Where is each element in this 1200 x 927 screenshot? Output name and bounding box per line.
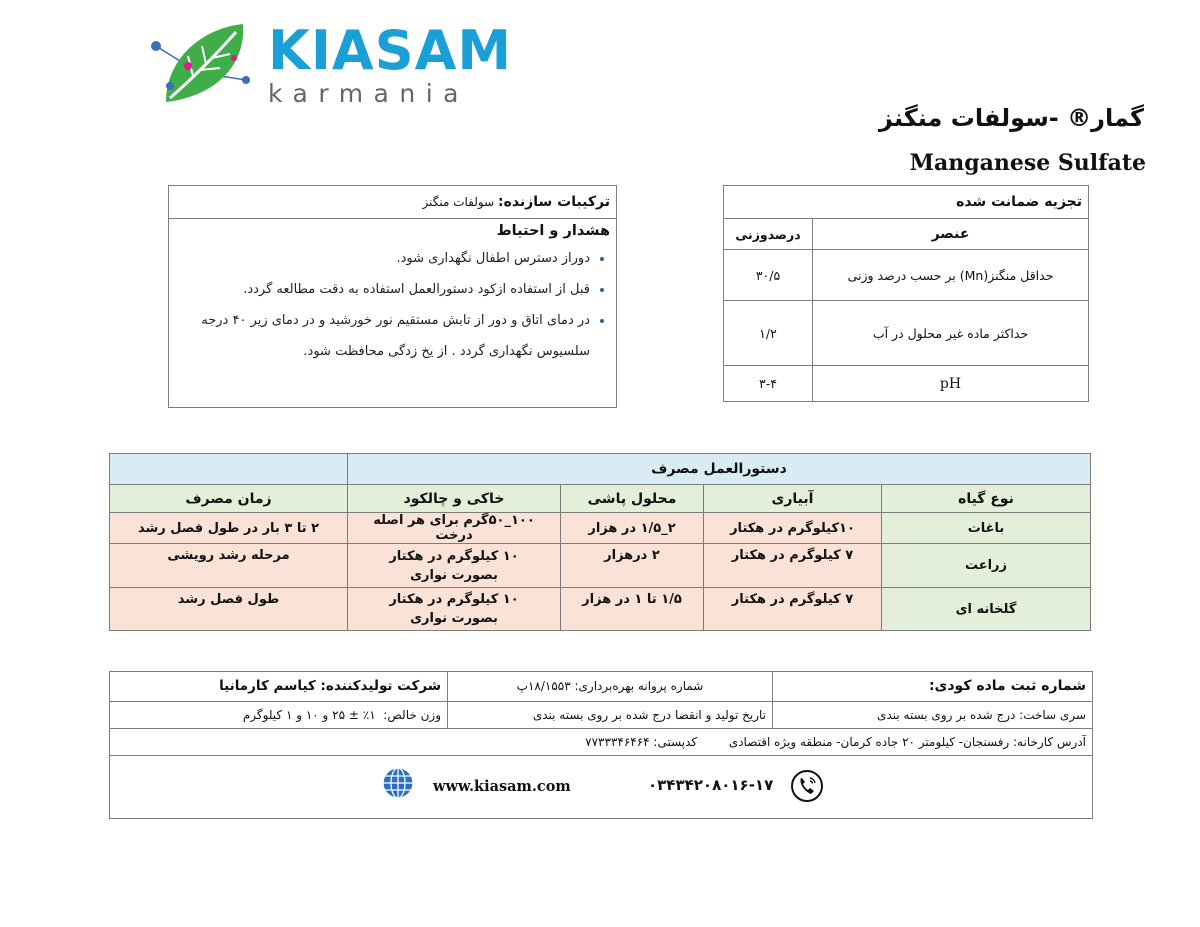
warning-item: • دوراز دسترس اطفال نگهداری شود. bbox=[177, 243, 590, 274]
row-spray: ۱/۵ تا ۱ در هزار bbox=[561, 588, 704, 631]
composition-row bbox=[169, 186, 616, 219]
row-irrigation: ۷ کیلوگرم در هکتار bbox=[704, 588, 882, 631]
header-plant: نوع گیاه bbox=[882, 485, 1091, 513]
website-link[interactable]: www.kiasam.com bbox=[433, 778, 571, 795]
row-soil: ۱۰ کیلوگرم در هکتار بصورت نواری bbox=[348, 588, 561, 631]
analysis-value: ۳-۴ bbox=[724, 366, 813, 402]
license-number: شماره پروانه بهره‌برداری: ۱۸/۱۵۵۳پ bbox=[448, 672, 773, 701]
row-time: طول فصل رشد bbox=[110, 588, 348, 631]
net-weight bbox=[110, 701, 448, 728]
product-title-fa: گمار® -سولفات منگنز bbox=[879, 104, 1144, 132]
phone-icon bbox=[790, 769, 824, 807]
row-time: ۲ تا ۳ بار در طول فصل رشد bbox=[110, 513, 348, 544]
usage-heading-spacer bbox=[110, 454, 348, 485]
reg-number-label: شماره ثبت ماده کودی: bbox=[773, 672, 1093, 701]
row-plant: زراعت bbox=[882, 544, 1091, 588]
warning-item: • قبل از استفاده ازکود دستورالعمل استفاده به دقت مطالعه گردد. bbox=[177, 274, 590, 305]
header-spray: محلول پاشی bbox=[561, 485, 704, 513]
factory-address: آدرس کارخانه: رفسنجان- کیلومتر ۲۰ جاده کرمان- منطقه ویژه اقتصادی bbox=[728, 734, 1086, 749]
factory-address-row bbox=[110, 728, 1092, 755]
composition-label: ترکیبات سازنده: bbox=[497, 194, 610, 210]
row-soil: ۱۰۰_۵۰گرم برای هر اصله درخت bbox=[348, 513, 561, 544]
brand-subtitle: karmania bbox=[268, 79, 469, 108]
producer-name: شرکت تولیدکننده: کیاسم کارمانیا bbox=[110, 672, 448, 701]
row-spray: ۲_۱/۵ در هزار bbox=[561, 513, 704, 544]
row-plant: باغات bbox=[882, 513, 1091, 544]
row-spray: ۲ درهزار bbox=[561, 544, 704, 588]
header-soil: خاکی و چالکود bbox=[348, 485, 561, 513]
analysis-value: ۳۰/۵ bbox=[724, 250, 813, 301]
analysis-value: ۱/۲ bbox=[724, 301, 813, 366]
batch-number: سری ساخت: درج شده بر روی بسته بندی bbox=[773, 701, 1093, 728]
analysis-col-element: عنصر bbox=[813, 219, 1089, 250]
production-dates: تاریخ تولید و انقضا درج شده بر روی بسته بندی bbox=[448, 701, 773, 728]
net-weight-value: ۱٪ ± ۲۵ و ۱۰ و ۱ کیلوگرم bbox=[242, 707, 376, 722]
product-title-en: Manganese Sulfate bbox=[909, 150, 1146, 176]
usage-heading: دستورالعمل مصرف bbox=[348, 454, 1091, 485]
analysis-heading: تجزیه ضمانت شده bbox=[724, 186, 1089, 219]
composition-value: سولفات منگنز bbox=[422, 195, 498, 209]
brand-name: KIASAM bbox=[268, 19, 513, 82]
composition-box bbox=[168, 185, 617, 408]
usage-table bbox=[109, 453, 1091, 631]
header-irrigation: آبیاری bbox=[704, 485, 882, 513]
warning-section bbox=[169, 219, 616, 367]
row-plant: گلخانه ای bbox=[882, 588, 1091, 631]
globe-icon bbox=[381, 766, 415, 804]
warning-item: • در دمای اتاق و دور از تابش مستقیم نور خورشید و در دمای زیر ۴۰ درجه سلسیوس نگهداری گردد . از یخ زدگی محافظت شود. bbox=[177, 305, 590, 367]
row-irrigation: ۱۰کیلوگرم در هکتار bbox=[704, 513, 882, 544]
analysis-element: pH bbox=[813, 366, 1089, 402]
company-info-table bbox=[110, 672, 1092, 756]
company-info-box bbox=[109, 671, 1093, 819]
row-soil: ۱۰ کیلوگرم در هکتار بصورت نواری bbox=[348, 544, 561, 588]
analysis-element: حداقل منگنز(Mn) بر حسب درصد وزنی bbox=[813, 250, 1089, 301]
header-time: زمان مصرف bbox=[110, 485, 348, 513]
leaf-network-icon bbox=[148, 18, 268, 110]
analysis-element: حداکثر ماده غیر محلول در آب bbox=[813, 301, 1089, 366]
net-weight-label: وزن خالص: bbox=[383, 707, 441, 722]
row-time: مرحله رشد رویشی bbox=[110, 544, 348, 588]
warning-title: هشدار و احتیاط bbox=[496, 223, 610, 239]
guaranteed-analysis-table bbox=[723, 185, 1089, 402]
analysis-col-percent: درصدوزنی bbox=[724, 219, 813, 250]
postal-code: کدپستی: ۷۷۳۳۳۴۶۴۶۴ bbox=[585, 734, 698, 749]
phone-number: ۰۳۴۳۴۲۰۸۰۱۶-۱۷ bbox=[648, 776, 774, 794]
row-irrigation: ۷ کیلوگرم در هکتار bbox=[704, 544, 882, 588]
